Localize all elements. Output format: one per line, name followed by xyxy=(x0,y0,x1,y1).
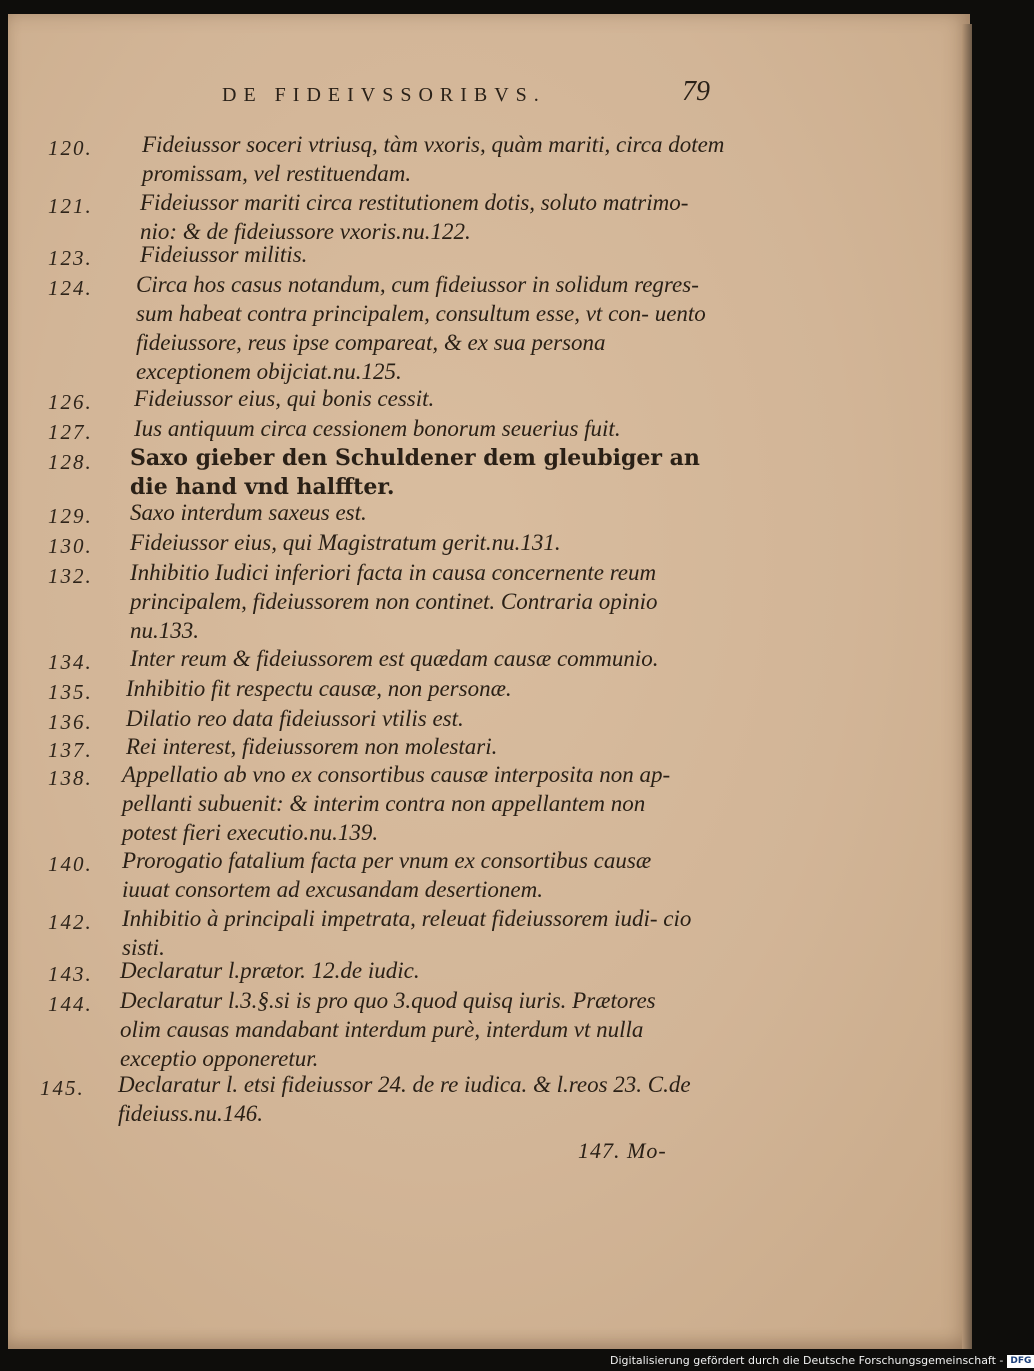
entry-text: Declaratur l.3.§.si is pro quo 3.quod quisq iuris. Prætores olim causas mandabant interdum purè, interdum vt nulla exceptio opponeretur. xyxy=(120,988,656,1071)
entry-text: Rei interest, fideiussorem non molestari. xyxy=(126,734,498,759)
entry-number: 137. xyxy=(48,738,93,762)
entry-text: Dilatio reo data fideiussori vtilis est. xyxy=(126,706,464,731)
entry-number: 121. xyxy=(48,194,93,218)
page-number: 79 xyxy=(682,76,710,107)
page-edge xyxy=(962,24,972,1349)
entry-text: Inhibitio Iudici inferiori facta in causa concernente reum principalem, fideiussorem non continet. Contraria opinio nu.133. xyxy=(130,560,658,643)
entry-number: 136. xyxy=(48,710,93,734)
entry-number: 130. xyxy=(48,534,93,558)
entry-number: 143. xyxy=(48,962,93,986)
entry-number: 135. xyxy=(48,680,93,704)
entry-number: 134. xyxy=(48,650,93,674)
entry-text: Circa hos casus notandum, cum fideiussor in solidum regres- sum habeat contra principalem, consultum esse, vt con- uento fideiussore, reus ipse compareat, & ex sua persona exceptionem obijciat.nu.125. xyxy=(136,272,706,384)
entry-number: 132. xyxy=(48,564,93,588)
entry-text: Fideiussor soceri vtriusq, tàm vxoris, quàm mariti, circa dotem promissam, vel restituendam. xyxy=(142,132,725,186)
entry-number: 124. xyxy=(48,276,93,300)
entry-text: Inhibitio à principali impetrata, releuat fideiussorem iudi- cio sisti. xyxy=(122,906,692,960)
entry-text: Inhibitio fit respectu causæ, non personæ. xyxy=(126,676,512,701)
entry-text: Appellatio ab vno ex consortibus causæ interposita non ap- pellanti subuenit: & interim contra non appellantem non potest fieri executio.nu.139. xyxy=(122,762,671,845)
entry-number: 128. xyxy=(48,450,93,474)
entry-text: Ius antiquum circa cessionem bonorum seuerius fuit. xyxy=(134,416,621,441)
entry-text: Inter reum & fideiussorem est quædam causæ communio. xyxy=(130,646,659,671)
entry-text: Fideiussor militis. xyxy=(140,242,308,267)
entry-number: 138. xyxy=(48,766,93,790)
entry-number: 123. xyxy=(48,246,93,270)
entry-text: Fideiussor mariti circa restitutionem dotis, soluto matrimo- nio: & de fideiussore vxoris.nu.122. xyxy=(140,190,689,244)
entry-text: Declaratur l. etsi fideiussor 24. de re iudica. & l.reos 23. C.de fideiuss.nu.146. xyxy=(118,1072,691,1126)
entry-number: 127. xyxy=(48,420,93,444)
entry-text: Prorogatio fatalium facta per vnum ex consortibus causæ iuuat consortem ad excusandam desertionem. xyxy=(122,848,652,902)
catchword: 147. Mo- xyxy=(578,1138,667,1163)
entry-number: 145. xyxy=(40,1076,85,1100)
entry-number: 142. xyxy=(48,910,93,934)
entry-text: Fideiussor eius, qui Magistratum gerit.nu.131. xyxy=(130,530,561,555)
entry-text: Declaratur l.prætor. 12.de iudic. xyxy=(120,958,420,983)
digitization-footer xyxy=(610,1352,1034,1370)
entry-number: 129. xyxy=(48,504,93,528)
entry-number: 144. xyxy=(48,992,93,1016)
running-head: DE FIDEIVSSORIBVS. xyxy=(222,84,546,106)
entry-number: 140. xyxy=(48,852,93,876)
entry-text: Fideiussor eius, qui bonis cessit. xyxy=(134,386,435,411)
entry-number: 120. xyxy=(48,136,93,160)
dfg-logo: DFG xyxy=(1007,1355,1034,1368)
entry-number: 126. xyxy=(48,390,93,414)
entry-text: Saxo gieber den Schuldener dem gleubiger an die hand vnd halffter. xyxy=(130,445,700,500)
entry-text: Saxo interdum saxeus est. xyxy=(130,500,367,525)
footer-text: Digitalisierung gefördert durch die Deutsche Forschungsgemeinschaft - xyxy=(610,1354,1004,1367)
